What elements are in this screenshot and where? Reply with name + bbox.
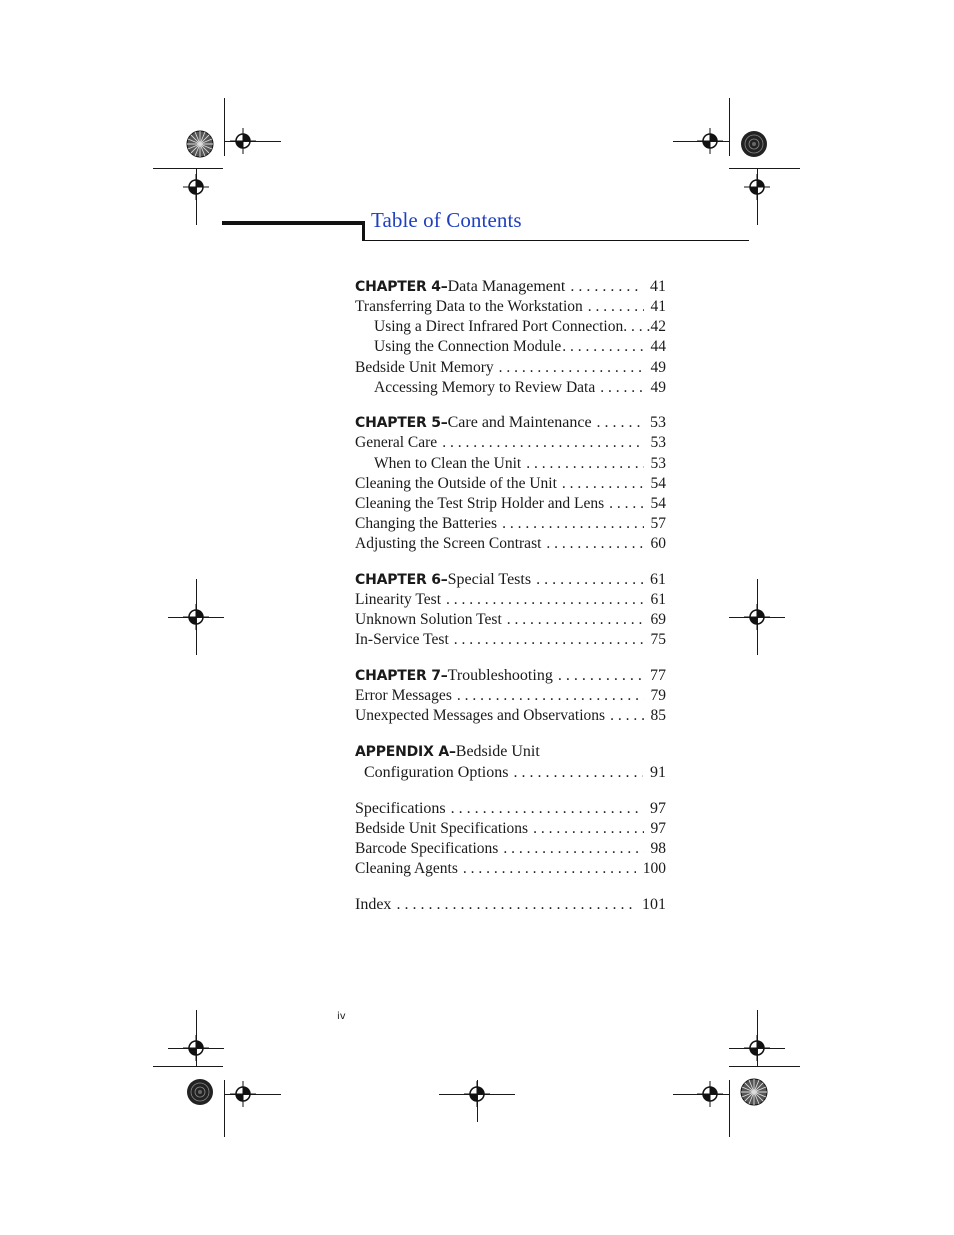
toc-group-specifications xyxy=(355,798,666,880)
toc-entry[interactable] xyxy=(355,494,666,514)
toc-group-chapter-4 xyxy=(355,276,666,398)
page-number: 53 xyxy=(650,434,666,452)
chapter-title: Troubleshooting xyxy=(447,667,553,685)
toc-entry[interactable] xyxy=(355,630,666,650)
crosshair-target-icon xyxy=(744,174,770,200)
toc-entry[interactable] xyxy=(355,317,666,337)
page-number: 60 xyxy=(650,535,666,553)
chapter-prefix: CHAPTER 4– xyxy=(355,279,448,295)
page-number: 57 xyxy=(650,515,666,533)
entry-label: Unexpected Messages and Observations xyxy=(355,707,606,725)
title-rule-corner xyxy=(362,221,365,241)
crosshair-target-icon xyxy=(744,1035,770,1061)
page-number: 41 xyxy=(650,278,666,295)
entry-label: Cleaning Agents xyxy=(355,859,458,877)
page-number: 77 xyxy=(650,667,666,685)
crosshair-target-icon xyxy=(464,1081,490,1107)
crosshair-target-icon xyxy=(697,1081,723,1107)
toc-chapter-entry[interactable] xyxy=(355,569,666,590)
page-number: 42 xyxy=(650,318,666,336)
entry-label: Bedside Unit Memory xyxy=(355,358,494,376)
page-number: 69 xyxy=(650,611,666,629)
entry-label: Using a Direct Infrared Port Connection xyxy=(374,318,624,336)
entry-label: Barcode Specifications xyxy=(355,839,499,857)
page-number: 41 xyxy=(650,298,666,315)
page-number: 85 xyxy=(650,707,666,725)
starburst-target-icon xyxy=(740,1078,768,1106)
toc-section-entry[interactable] xyxy=(355,798,666,819)
toc-section-entry[interactable] xyxy=(355,894,666,915)
entry-label: General Care xyxy=(355,434,438,452)
entry-label: Cleaning the Test Strip Holder and Lens xyxy=(355,495,605,512)
page-number: 44 xyxy=(650,338,666,356)
entry-label: Error Messages xyxy=(355,687,452,705)
toc-group-chapter-5 xyxy=(355,412,666,554)
entry-label: Adjusting the Screen Contrast xyxy=(355,535,542,553)
toc-entry[interactable] xyxy=(355,514,666,534)
toc-entry[interactable] xyxy=(355,819,666,839)
chapter-title: Special Tests xyxy=(447,571,532,589)
entry-label: Accessing Memory to Review Data xyxy=(374,378,596,396)
concentric-target-icon xyxy=(186,1078,214,1106)
toc-entry[interactable] xyxy=(355,454,666,474)
toc-group-index xyxy=(355,894,666,915)
chapter-title: Data Management xyxy=(447,278,566,295)
section-title: Specifications xyxy=(355,799,446,817)
page-number: 75 xyxy=(650,631,666,649)
page-number: 97 xyxy=(650,819,666,837)
toc-entry[interactable] xyxy=(355,433,666,453)
toc-appendix-heading[interactable] xyxy=(355,741,666,762)
toc-entry[interactable] xyxy=(355,839,666,859)
toc-entry[interactable] xyxy=(355,859,666,879)
toc-entry[interactable] xyxy=(355,474,666,494)
title-rule-thick xyxy=(222,221,364,225)
chapter-prefix: CHAPTER 7– xyxy=(355,668,448,685)
page-number: 91 xyxy=(650,764,666,781)
toc-group-appendix-a xyxy=(355,741,666,783)
title-rule xyxy=(364,240,749,241)
page-number: 54 xyxy=(650,495,666,512)
toc-entry[interactable] xyxy=(355,297,666,317)
page-number: 97 xyxy=(650,799,666,817)
entry-label: Transferring Data to the Workstation xyxy=(355,298,583,315)
page-number: 100 xyxy=(642,859,666,877)
toc-entry[interactable] xyxy=(355,358,666,378)
toc-entry[interactable] xyxy=(355,686,666,706)
toc-chapter-entry[interactable] xyxy=(355,412,666,433)
crosshair-target-icon xyxy=(697,128,723,154)
crosshair-target-icon xyxy=(744,604,770,630)
concentric-target-icon xyxy=(740,130,768,158)
page-folio: iv xyxy=(337,1011,346,1022)
chapter-title: Care and Maintenance xyxy=(447,414,592,432)
entry-label: Linearity Test xyxy=(355,591,442,609)
toc-chapter-entry[interactable] xyxy=(355,665,666,686)
toc-entry[interactable] xyxy=(355,590,666,610)
page-number: 54 xyxy=(650,474,666,492)
page-number: 61 xyxy=(650,591,666,609)
entry-label: Cleaning the Outside of the Unit xyxy=(355,474,557,492)
toc-group-chapter-7 xyxy=(355,665,666,726)
page-number: 49 xyxy=(650,358,666,376)
entry-label: Using the Connection Module xyxy=(374,338,562,356)
starburst-target-icon xyxy=(186,130,214,158)
crosshair-target-icon xyxy=(183,604,209,630)
toc-chapter-entry[interactable] xyxy=(355,276,666,297)
entry-label: Bedside Unit Specifications xyxy=(355,819,529,837)
appendix-title: Bedside Unit xyxy=(455,743,540,760)
page-number: 61 xyxy=(650,571,666,589)
toc-entry[interactable] xyxy=(355,337,666,357)
crosshair-target-icon xyxy=(183,174,209,200)
toc-group-chapter-6 xyxy=(355,569,666,651)
toc-entry[interactable] xyxy=(355,534,666,554)
chapter-prefix: CHAPTER 6– xyxy=(355,572,448,589)
toc-entry[interactable] xyxy=(355,610,666,630)
chapter-prefix: CHAPTER 5– xyxy=(355,415,448,432)
page-number: 101 xyxy=(642,895,666,913)
toc-appendix-entry[interactable] xyxy=(355,762,666,783)
entry-label: In-Service Test xyxy=(355,631,449,649)
crosshair-target-icon xyxy=(230,128,256,154)
page-number: 49 xyxy=(650,378,666,396)
page-title: Table of Contents xyxy=(371,208,522,232)
entry-label: Changing the Batteries xyxy=(355,515,498,533)
toc-list xyxy=(355,276,666,929)
entry-label: Unknown Solution Test xyxy=(355,611,502,629)
page-number: 53 xyxy=(650,414,666,432)
page-number: 79 xyxy=(650,687,666,705)
page-number: 98 xyxy=(650,839,666,857)
section-title: Index xyxy=(355,895,392,913)
crosshair-target-icon xyxy=(230,1081,256,1107)
appendix-prefix: APPENDIX A– xyxy=(355,744,456,760)
entry-label: When to Clean the Unit xyxy=(374,454,522,472)
toc-entry[interactable] xyxy=(355,378,666,398)
toc-entry[interactable] xyxy=(355,706,666,726)
page-number: 53 xyxy=(650,454,666,472)
entry-label: Configuration Options xyxy=(364,764,509,781)
crosshair-target-icon xyxy=(183,1035,209,1061)
